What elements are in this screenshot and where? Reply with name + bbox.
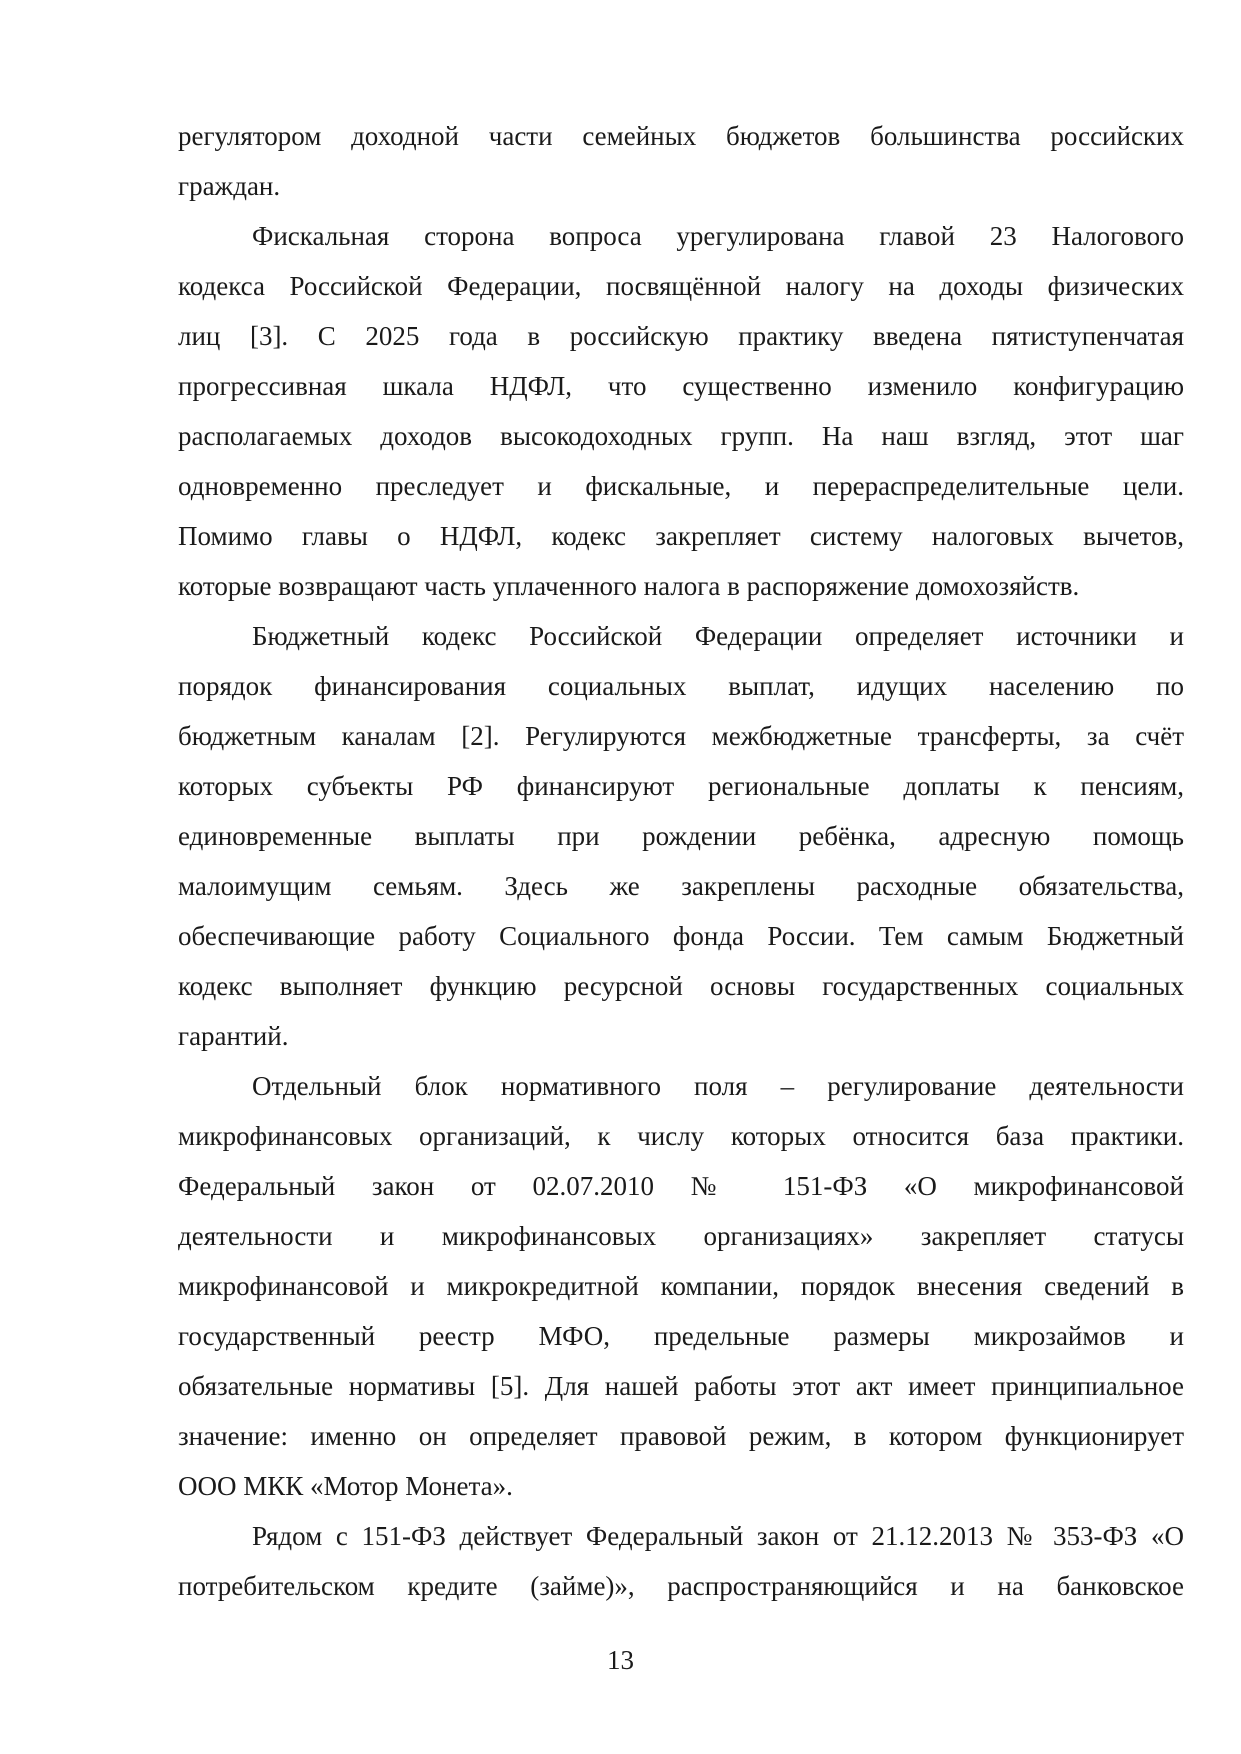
text-line: единовременные выплаты при рождении ребёнка, адресную помощь <box>178 821 1184 851</box>
text-line: лиц [3]. С 2025 года в российскую практику введена пятиступенчатая <box>178 321 1184 351</box>
text-line: которые возвращают часть уплаченного налога в распоряжение домохозяйств. <box>178 571 1080 601</box>
text-line: потребительском кредите (займе)», распространяющийся и на банковское <box>178 1571 1184 1601</box>
text-line: прогрессивная шкала НДФЛ, что существенно изменило конфигурацию <box>178 371 1184 401</box>
text-line: Бюджетный кодекс Российской Федерации определяет источники и <box>252 621 1184 651</box>
text-line: гарантий. <box>178 1021 289 1051</box>
text-line: государственный реестр МФО, предельные размеры микрозаймов и <box>178 1321 1184 1351</box>
text-line: порядок финансирования социальных выплат, идущих населению по <box>178 671 1184 701</box>
text-line: которых субъекты РФ финансируют региональные доплаты к пенсиям, <box>178 771 1184 801</box>
text-line: Федеральный закон от 02.07.2010 № 151-ФЗ «О микрофинансовой <box>178 1171 1184 1201</box>
text-line: граждан. <box>178 171 281 201</box>
text-line: Помимо главы о НДФЛ, кодекс закрепляет систему налоговых вычетов, <box>178 521 1184 551</box>
text-line: располагаемых доходов высокодоходных групп. На наш взгляд, этот шаг <box>178 421 1184 451</box>
text-line: Фискальная сторона вопроса урегулирована главой 23 Налогового <box>252 221 1184 251</box>
text-line: малоимущим семьям. Здесь же закреплены расходные обязательства, <box>178 871 1184 901</box>
text-line: ООО МКК «Мотор Монета». <box>178 1471 513 1501</box>
text-line: кодекса Российской Федерации, посвящённой налогу на доходы физических <box>178 271 1184 301</box>
text-line: Отдельный блок нормативного поля – регулирование деятельности <box>252 1071 1184 1101</box>
text-line: микрофинансовых организаций, к числу которых относится база практики. <box>178 1121 1184 1151</box>
text-line: кодекс выполняет функцию ресурсной основы государственных социальных <box>178 971 1184 1001</box>
text-line: обязательные нормативы [5]. Для нашей работы этот акт имеет принципиальное <box>178 1371 1184 1401</box>
text-line: Рядом с 151-ФЗ действует Федеральный закон от 21.12.2013 № 353-ФЗ «О <box>252 1521 1184 1551</box>
text-line: регулятором доходной части семейных бюджетов большинства российских <box>178 121 1184 151</box>
text-line: деятельности и микрофинансовых организациях» закрепляет статусы <box>178 1221 1184 1251</box>
text-line: бюджетным каналам [2]. Регулируются межбюджетные трансферты, за счёт <box>178 721 1184 751</box>
page-number: 13 <box>607 1645 634 1675</box>
text-line: обеспечивающие работу Социального фонда России. Тем самым Бюджетный <box>178 921 1184 951</box>
text-line: микрофинансовой и микрокредитной компании, порядок внесения сведений в <box>178 1271 1184 1301</box>
text-line: значение: именно он определяет правовой режим, в котором функционирует <box>178 1421 1184 1451</box>
text-line: одновременно преследует и фискальные, и перераспределительные цели. <box>178 471 1184 501</box>
